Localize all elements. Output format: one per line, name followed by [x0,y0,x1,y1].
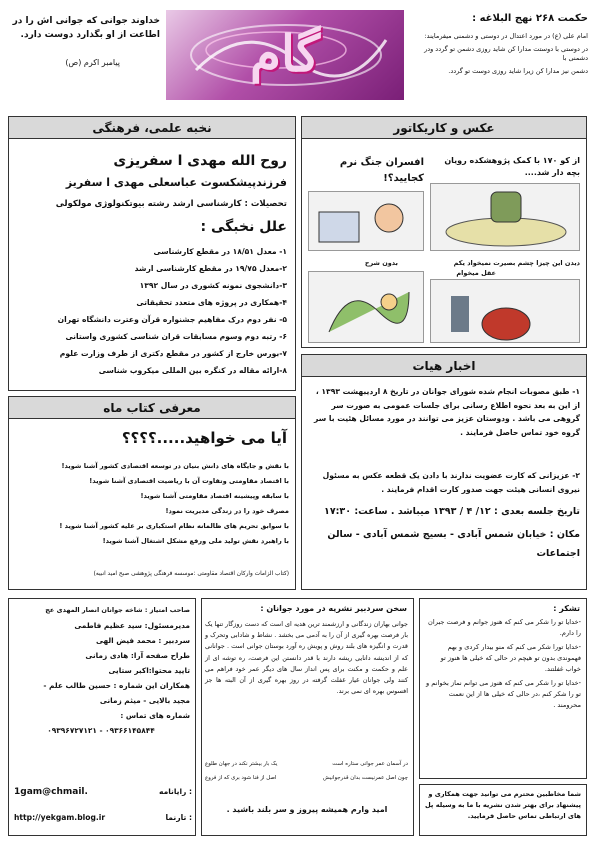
list-item: با سوابق تحریم های ظالمانه نظام استکباری بر علیه کشور آشنا شوید ! [59,522,289,530]
list-item: ۳-دانشجوی نمونه کشوری در سال ۱۳۹۲ [139,281,287,290]
cartoon-section-title: عکس و کاریکاتور [302,117,586,139]
hadith-line: امام علی (ع) در مورد اعتدال در دوستی و دشمنی میفرمایند: [424,32,588,40]
editorial-section [201,598,414,836]
cartoon-section [301,116,587,348]
prophet-quote-block [8,10,160,100]
cartoon-image-4 [430,279,580,343]
elite-section [8,116,296,391]
list-item: ۷-بورس خارج از کشور در مقطع دکتری از طرف وزارت علوم [59,349,287,358]
credits-phones: ۰۹۳۶۶۱۴۵۸۴۴ - ۰۹۳۹۶۷۲۷۱۲۱ [47,726,155,735]
poem-verse: یک بار بیشتر نکند در جهان طلوع [205,761,278,767]
header-band [8,10,588,100]
list-item: با اقتصاد مقاومتی وتفاوت آن با ریاضیت اقتصادی آشنا شوید! [89,477,289,485]
contact-note-text: شما مخاطبین محترم می توانید جهت همکاری و پیشنهاد برای بهتر شدن نشریه با ما به وسیله پل های ارتباطی تماس حاصل فرمایید. [425,790,581,820]
list-item: ۲-معدل ۱۹/۷۵ در مقطع کارشناسی ارشد [134,264,287,273]
list-item: ۸-ارائه مقاله در کنگره بین المللی میکروب شناسی [98,366,287,375]
list-item: ۴-همکاری در پروژه های متعدد تحقیقاتی [136,298,287,307]
blog-link[interactable]: http://yekgam.blog.ir [14,813,106,822]
email-label: رایانامه : [159,787,192,796]
credits-editor: سردبیر : محمد فیض الهی [95,636,190,645]
news-section [301,354,587,590]
list-item: با راهبرد نقش تولید ملی ورفع مشکل اشتغال آشنا شوید! [102,537,289,545]
news-meeting-place: مکان : خیابان شمس آبادی - بسیج شمس آبادی - سالن اجتماعات [327,529,580,559]
list-item: ۶- رتبه دوم وسوم مسابقات قران شناسی کشوری واستانی [65,332,287,341]
credits-contacts-title: شماره های تماس : [120,711,190,720]
book-headline: آیا می خواهید.....؟؟؟؟ [121,429,287,447]
elite-reasons-list [13,243,287,379]
poem-verse: اصل از فنا شود بری که از فروع [205,775,277,781]
blog-label: تارنما : [165,813,192,822]
credits-designer: طراح صفحه آرا: هادی زمانی [85,651,190,660]
hadith-line: دشمن نیز مدارا کن زیرا شاید روزی دوست تو گردد. [448,67,588,75]
elite-section-title: نخبه علمی، فرهنگی [9,117,295,139]
poem-verse: در آسمان عمر جوانی ستاره است [332,761,408,767]
news-item-2: ۲- عزیزانی که کارت عضویت ندارند با دادن یک قطعه عکس به مسئول نیروی انسانی هیئت جهت صدور کارت اقدام فرمایند . [322,471,580,494]
prophet-quote-source: پیامبر اکرم (ص) [65,58,120,67]
list-item: مصرف خود را در زندگی مدیریت نمود! [165,507,289,515]
elite-name: روح الله مهدی ا سفریزی [113,153,287,169]
credits-email-row [14,785,192,799]
hadith-title: حکمت ۲۶۸ نهج البلاغه : [472,13,588,24]
cartoon-caption-1: از کو ۱۷۰ با کمک پژوهشکده رویان بچه دار شد.... [444,156,580,177]
hadith-block [406,10,588,100]
email-link[interactable]: 1gam@chmail. [14,787,88,797]
prophet-quote-line: اطاعت از او بگذارد دوست دارد. [20,30,160,40]
elite-education: تحصیلات : کارشناسی ارشد رشته بیوتکنولوژی مولکولی [55,199,287,209]
credits-blog-row [14,811,192,825]
credits-section [8,598,196,836]
cartoon-image-2 [308,191,424,251]
editorial-closing: امید وارم همیشه پیروز و سر بلند باشید . [226,805,388,814]
list-item: -خدایا تو را شکر می کنم که هنوز می توانم نماز بخوانم و تو را شکر کنم ،در حالی که خیلی ها از این نعمت محرومند . [426,679,581,709]
contact-note [419,784,587,836]
book-lines [11,459,289,549]
list-item: با نقش و جایگاه های دانش بنیان در توسعه اقتصادی کشور آشنا شوید! [61,462,289,470]
cartoon-caption-5: دیدن این چیزا چشم بصیرت نمیخواد یکم [453,259,580,267]
editorial-text: جوانی بهاران زندگانی و ارزشمند ترین هدیه ای است که دست روزگار تنها یک بار فرصت بهره گیری از آن را به آدمی می بخشد . نشاط و شادابی وتحرک و قدرت و انگیزه های بلند روش و پویش ره آورد بوستان جوانی است . جوانانی که از اندیشه دانایی ریشه دارند با قدر دانستن این فرصت، ره توشه ای از علم و حکمت و مکنت برای پس انداز سال های دیگر عمر خود فراهم می کنند ولی جوانان غیار غفلت گرفته در روز بهره گیری از آن البته ها جز افسوس بهره ای نمی برند. [205,620,408,696]
elite-reasons-title: علل نخبگی : [200,219,287,235]
list-item: با سابقه وپیشینه اقتصاد مقاومتی آشنا شوید! [140,492,289,500]
credits-manager: مدیرمسئول: سید عظیم فاطمی [74,621,190,630]
thanks-title: تشکر : [553,604,580,613]
list-item: ۵- نفر دوم درک مفاهیم جشنواره قرآن وعترت دانشگاه تهران [57,315,287,324]
cartoon-caption-2: افسران جنگ نرم کجایید؟! [339,157,424,184]
thanks-lines [423,617,581,711]
book-section [8,396,296,590]
credits-approver: تایید محتوا:اکبر ستایی [108,666,190,675]
thanks-section [419,598,587,779]
credits-body [12,603,190,738]
masthead-logo [166,10,404,100]
book-section-title: معرفی کتاب ماه [9,397,295,419]
list-item: ۱- معدل ۱۸/۵۱ در مقطع کارشناسی [153,247,287,256]
cartoon-caption-4: عقل میخوام [456,269,496,277]
editorial-title: سخن سردبیر نشریه در مورد جوانان : [260,604,407,613]
credits-publisher: صاحب امتیاز : شاخه جوانان انصار المهدی عج [45,606,190,614]
cartoon-image-1 [430,183,580,251]
list-item: -خدایا تورا شکر می کنم که منو بیدار کردی و بهم فهموندی بدون تو هیچم در حالی که خیلی ها هنوز تو خواب غفلتند. [440,643,581,673]
hadith-line: در دوستی با دوستت مدارا کن شاید روزی دشمن تو گردد ودر دشمنی با [424,45,588,62]
cartoon-caption-3: بدون شرح [364,259,398,267]
credits-colleagues: مجید بالایی - میثم زمانی [99,696,190,705]
list-item: -خدایا تو را شکر می کنم که هنوز جوانم و فرصت جبران را دارم. [428,618,581,637]
editorial-poem [205,757,408,785]
cartoon-image-3 [308,271,424,343]
credits-colleagues: همکاران این شماره : حسین طالب علم - [43,681,190,690]
poem-verse: چون اصل عمرنیست بدان قدرجوانیش [322,775,408,781]
elite-subtitle: فرزندپیشکسوت عباسعلی مهدی ا سفریز [65,176,287,189]
prophet-quote-line: خداوند جوانی که جوانی اش را در [12,16,160,26]
news-item-1: ۱- طبق مصوبات انجام شده شورای جوانان در تاریخ ۸ اردیبهشت ۱۳۹۳ ، از این به بعد نحوه اطلاع رسانی برای جلسات عمومی به صورت سر گروهی می باشد . ودوستان عزیز می توانند در مورد مسائل هئیت با سر گروه خود تماس حاصل فرمایند . [314,387,580,437]
logo-text: گام [250,24,320,83]
news-section-title: اخبار هیات [302,355,586,377]
news-meeting-date: تاریخ جلسه بعدی : ۱۲/ ۴ / ۱۳۹۳ میباشد . ساعت: ۱۷:۳۰ [324,506,580,517]
book-citation: (کتاب الزامات وارکان اقتصاد مقاومتی :موسسه فرهنگی پژوهشی صبح امید انبیه) [93,571,289,577]
